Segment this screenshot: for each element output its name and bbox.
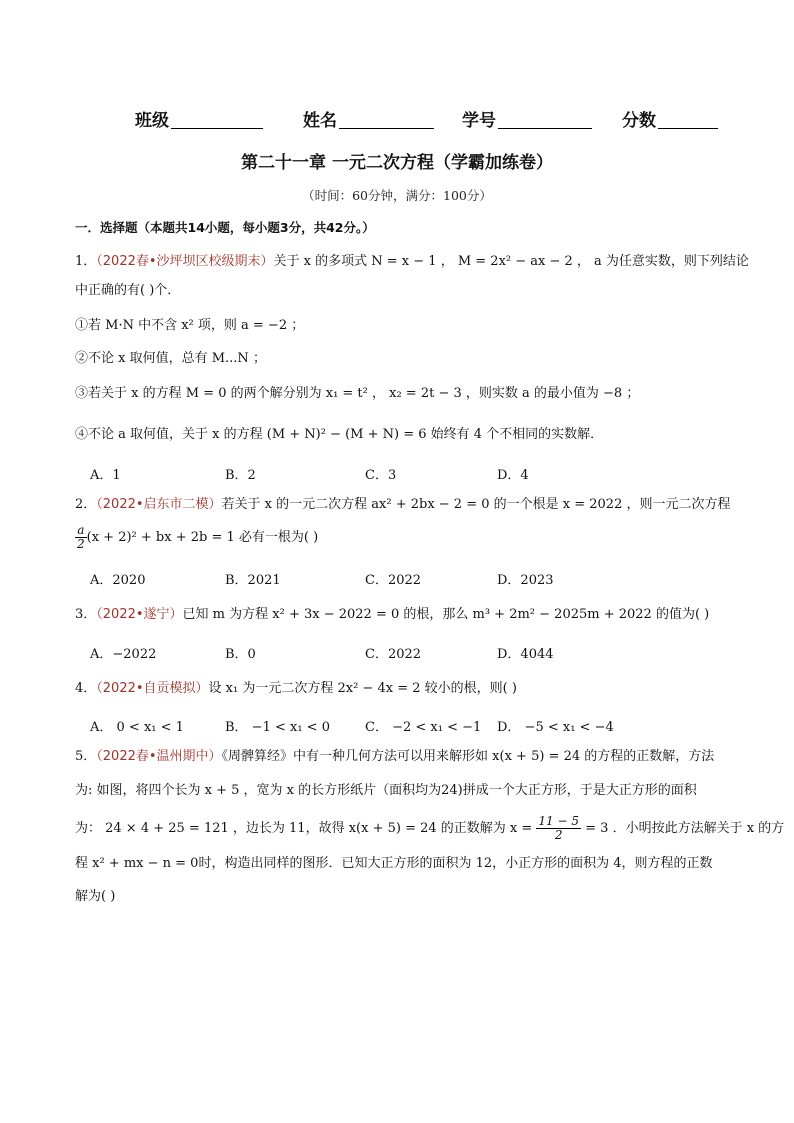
name-label: 姓名 [303, 111, 337, 131]
q2-option-c[interactable]: C．2022 [365, 573, 422, 588]
name-field[interactable] [303, 106, 434, 131]
fraction-11-minus-5-over-2: $\frac{11 - 5}{2}$ [538, 814, 580, 842]
q4-option-d[interactable]: D． −5 < x₁ < −4 [497, 720, 614, 735]
question-2-line-1 [75, 496, 730, 513]
question-1-line-1 [75, 253, 749, 270]
id-blank[interactable] [498, 128, 592, 129]
statement-3: ③若关于 x 的方程 M = 0 的两个解分别为 x₁ = t² ， x₂ = 2t − 3 ，则实数 a 的最小值为 −8 ； [75, 386, 640, 401]
q3-option-c[interactable]: C．2022 [365, 647, 422, 662]
statement-2: ②不论 x 取何值，总有 M...N ； [75, 351, 266, 366]
q2-option-b[interactable]: B．2021 [225, 573, 281, 588]
fraction-a-over-2: $\frac{a}{2}$ [77, 523, 85, 551]
score-blank[interactable] [658, 128, 718, 129]
question-source: （2022•启东市二模） [96, 497, 222, 512]
question-5-line-3 [75, 815, 784, 842]
question-number: 2． [75, 497, 97, 512]
question-source: （2022春•沙坪坝区校级期末） [96, 254, 274, 269]
question-number: 4． [75, 681, 97, 696]
question-text: 《周髀算经》中有一种几何方法可以用来解形如 x(x + 5) = 24 的方程的正数解，方法 [221, 749, 715, 764]
q1-option-c[interactable]: C．3 [365, 468, 397, 483]
class-blank[interactable] [171, 128, 263, 129]
name-blank[interactable] [339, 128, 434, 129]
q4-option-a[interactable]: A． 0 < x₁ < 1 [90, 720, 184, 735]
question-number: 5． [75, 749, 97, 764]
id-label: 学号 [462, 111, 496, 131]
q1-option-a[interactable]: A．1 [90, 468, 121, 483]
question-4-line-1 [75, 680, 517, 697]
q3-option-b[interactable]: B．0 [225, 647, 256, 662]
question-source: （2022•遂宁） [96, 607, 183, 622]
question-text: 若关于 x 的一元二次方程 ax² + 2bx − 2 = 0 的一个根是 x = 2022 ，则一元二次方程 [221, 497, 731, 512]
statement-4: ④不论 a 取何值，关于 x 的方程 (M + N)² − (M + N) = 6 始终有 4 个不相同的实数解． [75, 427, 604, 442]
question-1-line-2: 中正确的有( )个． [75, 283, 181, 298]
class-label: 班级 [135, 111, 169, 131]
q1-option-d[interactable]: D．4 [497, 468, 529, 483]
question-text: = 3 ．小明按此方法解关于 x 的方 [585, 821, 785, 836]
question-text: (x + 2)² + bx + 2b = 1 必有一根为( ) [86, 530, 319, 545]
section-heading: 一．选择题（本题共14小题，每小题3分，共42分。） [75, 220, 375, 235]
question-text: 为： 24 × 4 + 25 = 121 ，边长为 11，故得 x(x + 5) = 24 的正数解为 x = [75, 821, 533, 836]
question-text: 关于 x 的多项式 N = x − 1 ， M = 2x² − ax − 2 ， a 为任意实数，则下列结论 [273, 254, 749, 269]
score-label: 分数 [622, 111, 656, 131]
q3-option-a[interactable]: A．−2022 [90, 647, 157, 662]
question-5-line-1 [75, 748, 714, 765]
question-3-line-1 [75, 606, 709, 623]
question-5-line-2: 为: 如图，将四个长为 x + 5 ，宽为 x 的长方形纸片（面积均为24)拼成一个大正方形，于是大正方形的面积 [75, 783, 697, 798]
question-source: （2022春•温州期中） [96, 749, 222, 764]
question-number: 3． [75, 607, 97, 622]
q2-option-d[interactable]: D．2023 [497, 573, 554, 588]
question-source: （2022•自贡模拟） [96, 681, 209, 696]
question-text: 已知 m 为方程 x² + 3x − 2022 = 0 的根，那么 m³ + 2m² − 2025m + 2022 的值为( ) [182, 607, 710, 622]
question-5-line-5: 解为( ) [75, 889, 116, 904]
question-2-line-2 [75, 524, 318, 551]
q3-option-d[interactable]: D．4044 [497, 647, 554, 662]
score-field[interactable] [622, 106, 718, 131]
q4-option-b[interactable]: B． −1 < x₁ < 0 [225, 720, 330, 735]
q2-option-a[interactable]: A．2020 [90, 573, 146, 588]
page-subtitle: （时间：60分钟，满分：100分） [302, 188, 492, 203]
class-field[interactable] [135, 106, 263, 131]
q4-option-c[interactable]: C． −2 < x₁ < −1 [365, 720, 482, 735]
page-title: 第二十一章 一元二次方程（学霸加练卷） [241, 153, 553, 173]
question-number: 1． [75, 254, 97, 269]
question-5-line-4: 程 x² + mx − n = 0时，构造出同样的图形．已知大正方形的面积为 12，小正方形的面积为 4，则方程的正数 [75, 856, 713, 871]
q1-option-b[interactable]: B．2 [225, 468, 256, 483]
id-field[interactable] [462, 106, 592, 131]
statement-1: ①若 M·N 中不含 x² 项，则 a = −2 ； [75, 318, 305, 333]
question-text: 设 x₁ 为一元二次方程 2x² − 4x = 2 较小的根，则( ) [208, 681, 517, 696]
